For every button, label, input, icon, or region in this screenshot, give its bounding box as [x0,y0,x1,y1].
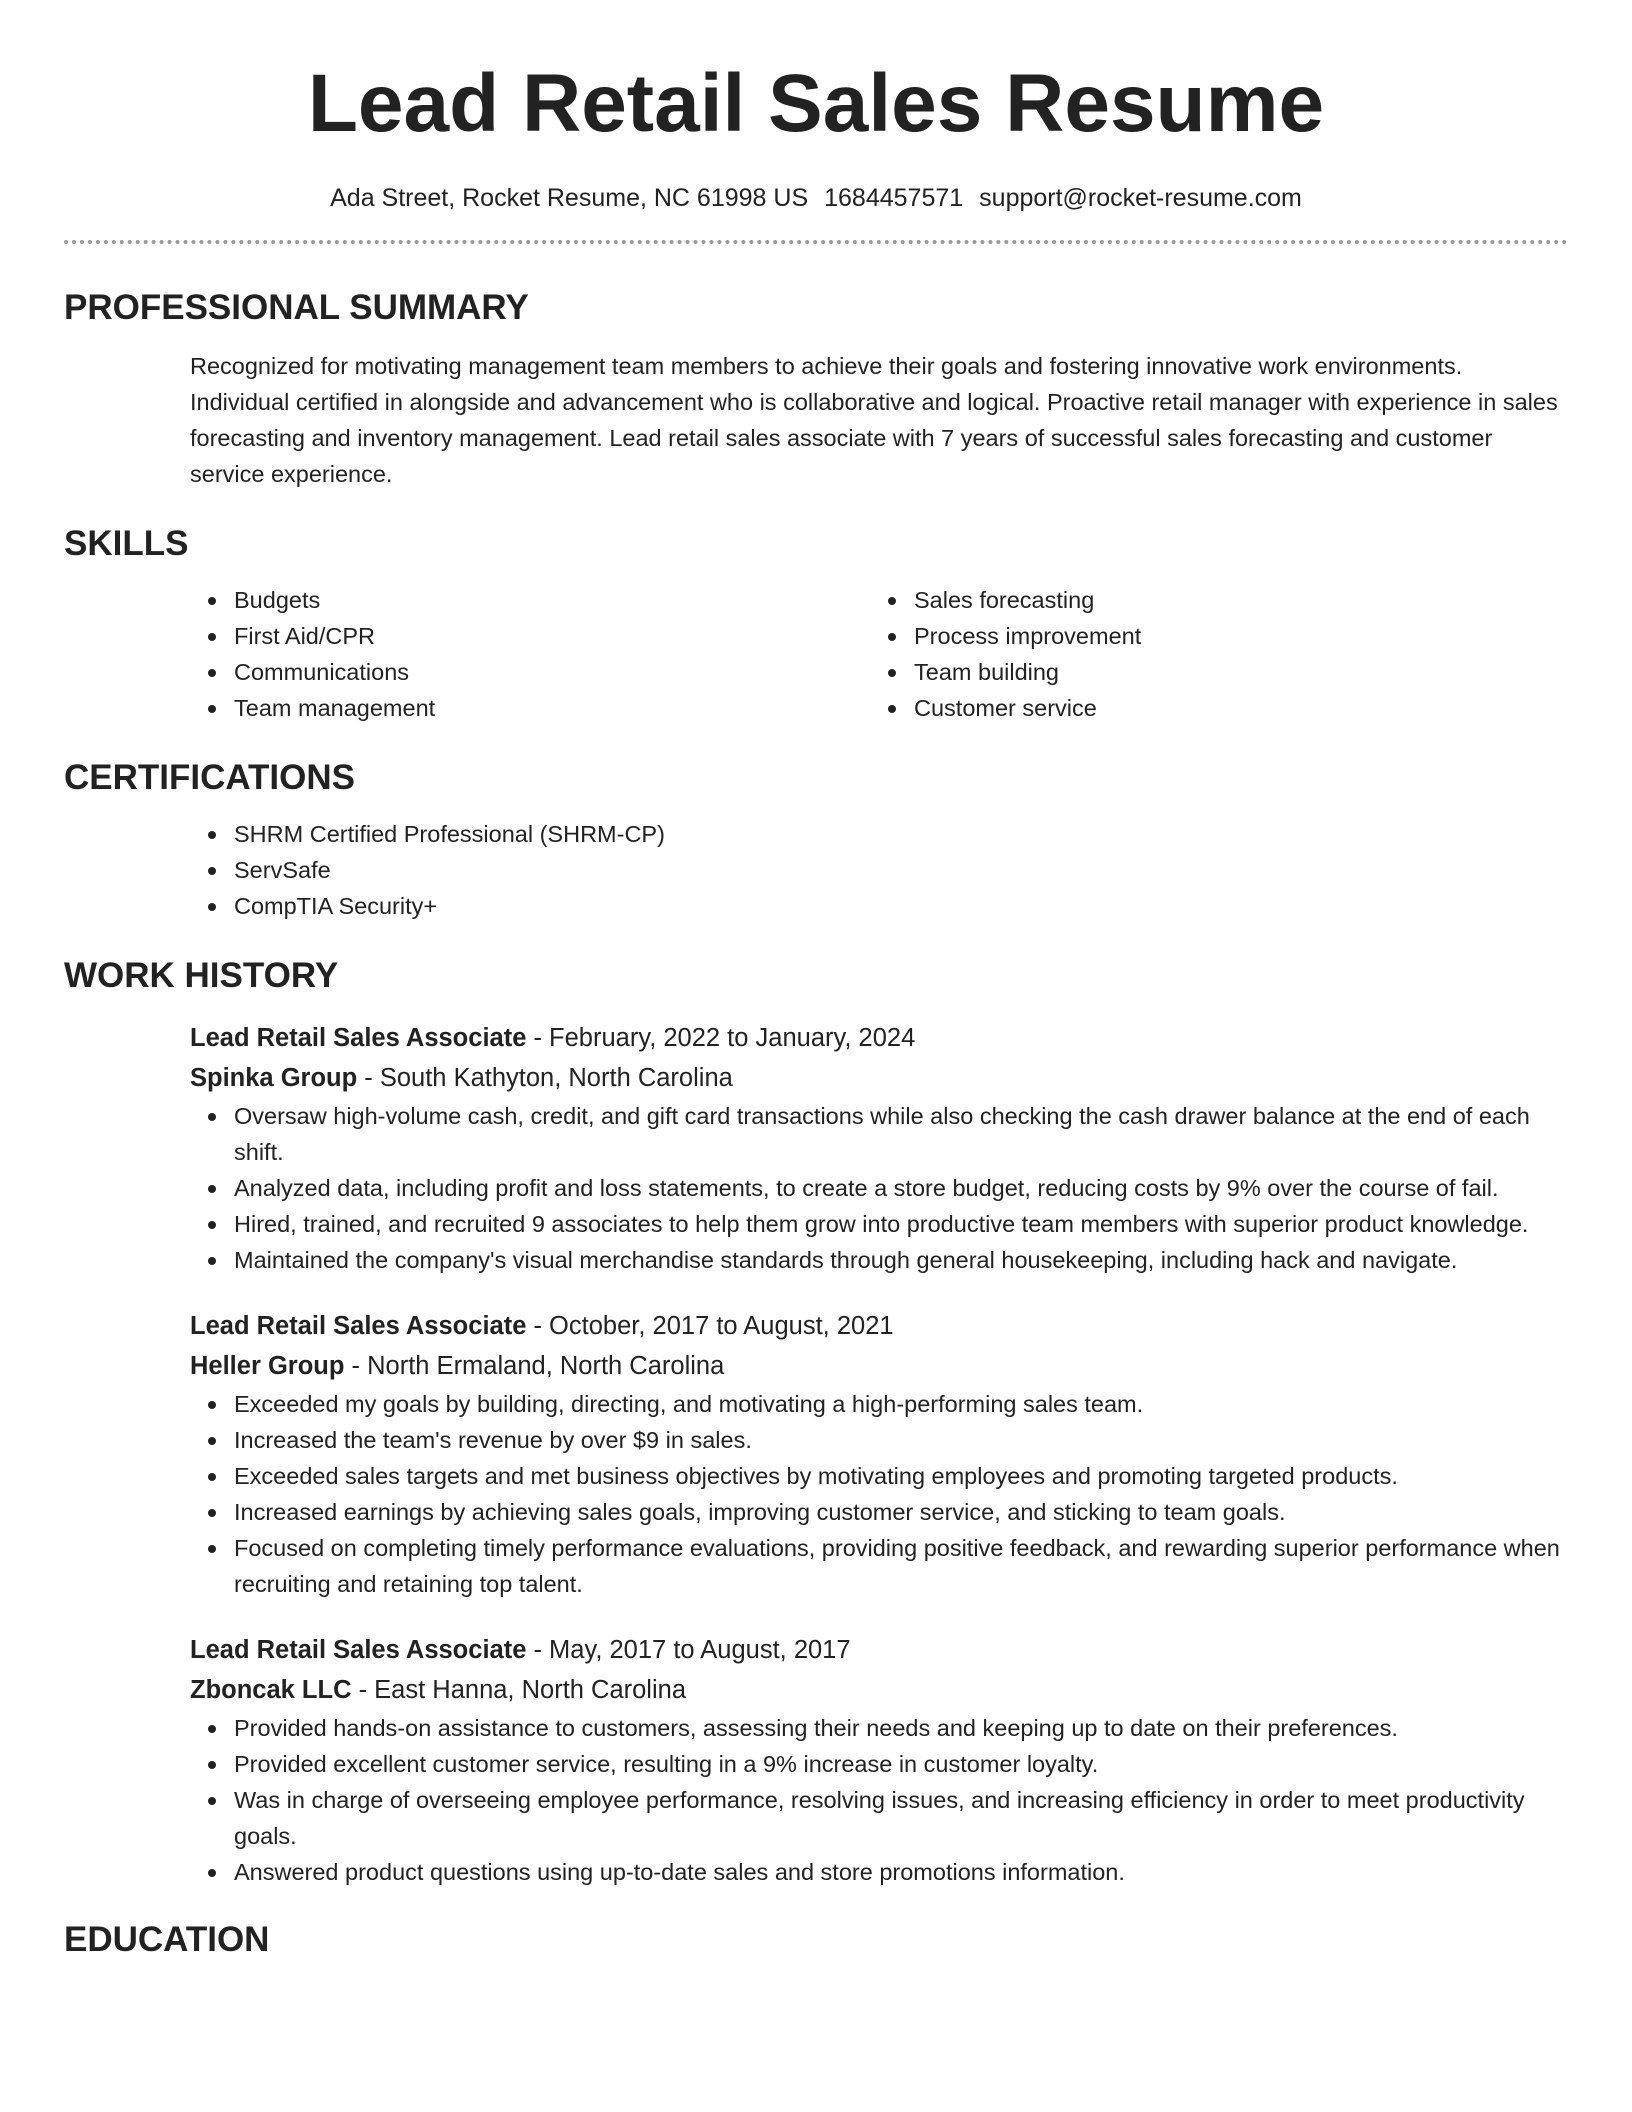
job-bullet: Provided excellent customer service, resulting in a 9% increase in customer loyalty. [234,1746,1568,1782]
skills-section [64,522,1568,726]
contact-address: Ada Street, Rocket Resume, NC 61998 US [330,184,809,212]
skill-item: Budgets [234,582,744,618]
job-bullet: Increased earnings by achieving sales goals, improving customer service, and sticking to team goals. [234,1494,1568,1530]
job-bullet: Focused on completing timely performance evaluations, providing positive feedback, and rewarding superior performance when recruiting and retaining top talent. [234,1530,1568,1602]
job-title-line [190,1306,1568,1346]
job-bullet: Answered product questions using up-to-date sales and store promotions information. [234,1854,1568,1890]
job-company: Heller Group [190,1352,345,1380]
job-bullet: Was in charge of overseeing employee performance, resolving issues, and increasing efficiency in order to meet productivity goals. [234,1782,1568,1854]
certification-item: SHRM Certified Professional (SHRM-CP) [234,816,1568,852]
education-heading: EDUCATION [64,1920,270,1959]
education-section [64,1918,1568,1962]
summary-section [64,286,1568,492]
job-company-line [190,1670,1568,1710]
job-bullet: Exceeded my goals by building, directing, and motivating a high-performing sales team. [234,1386,1568,1422]
job-bullet: Analyzed data, including profit and loss statements, to create a store budget, reducing costs by 9% over the course of fail. [234,1170,1568,1206]
job-bullet: Provided hands-on assistance to customers, assessing their needs and keeping up to date on their preferences. [234,1710,1568,1746]
certification-item: ServSafe [234,852,1568,888]
job-company-line [190,1058,1568,1098]
certifications-heading: CERTIFICATIONS [64,758,356,797]
job-company: Zboncak LLC [190,1676,352,1704]
job-bullets [64,1098,1568,1278]
skill-item: Sales forecasting [914,582,1424,618]
skills-heading: SKILLS [64,524,189,563]
job-location: - East Hanna, North Carolina [351,1676,687,1704]
job-title: Lead Retail Sales Associate [190,1024,527,1052]
work-history-heading: WORK HISTORY [64,956,339,995]
summary-text: Recognized for motivating management team members to achieve their goals and fostering innovative work environments. Individual certified in alongside and advancement who is collaborative and logical. Proactive retail manager with experience in sales forecasting and inventory management. Lead retail sales associate with 7 years of successful sales forecasting and customer service experience. [190,353,1558,487]
certification-item: CompTIA Security+ [234,888,1568,924]
job-entry [64,1630,1568,1890]
header-divider [64,240,1568,244]
job-bullets [64,1710,1568,1890]
job-dates: - October, 2017 to August, 2021 [526,1312,894,1340]
skill-item: Communications [234,654,744,690]
job-entry [64,1018,1568,1278]
skills-list-left [64,582,744,726]
job-entry [64,1306,1568,1602]
skill-item: Process improvement [914,618,1424,654]
skill-item: First Aid/CPR [234,618,744,654]
summary-heading: PROFESSIONAL SUMMARY [64,288,529,327]
certifications-list [64,816,1568,924]
job-bullet: Maintained the company's visual merchandise standards through general housekeeping, including hack and navigate. [234,1242,1568,1278]
job-company: Spinka Group [190,1064,358,1092]
job-bullet: Exceeded sales targets and met business objectives by motivating employees and promoting targeted products. [234,1458,1568,1494]
contact-phone: 1684457571 [824,184,964,212]
skills-list-right [744,582,1424,726]
job-title-line [190,1630,1568,1670]
contact-info [64,182,1568,214]
job-bullet: Hired, trained, and recruited 9 associates to help them grow into productive team members with superior product knowledge. [234,1206,1568,1242]
skill-item: Team management [234,690,744,726]
work-history-section [64,954,1568,1890]
job-location: - South Kathyton, North Carolina [357,1064,733,1092]
resume-page [64,0,1568,1962]
job-title: Lead Retail Sales Associate [190,1636,527,1664]
job-company-line [190,1346,1568,1386]
job-bullet: Oversaw high-volume cash, credit, and gift card transactions while also checking the cash drawer balance at the end of each shift. [234,1098,1568,1170]
job-title: Lead Retail Sales Associate [190,1312,527,1340]
skill-item: Team building [914,654,1424,690]
contact-email: support@rocket-resume.com [979,184,1302,212]
resume-title: Lead Retail Sales Resume [307,58,1325,149]
job-bullet: Increased the team's revenue by over $9 in sales. [234,1422,1568,1458]
skill-item: Customer service [914,690,1424,726]
job-title-line [190,1018,1568,1058]
job-dates: - February, 2022 to January, 2024 [526,1024,916,1052]
job-bullets [64,1386,1568,1602]
certifications-section [64,756,1568,924]
job-dates: - May, 2017 to August, 2017 [526,1636,851,1664]
skills-columns [64,582,1568,726]
job-location: - North Ermaland, North Carolina [344,1352,725,1380]
